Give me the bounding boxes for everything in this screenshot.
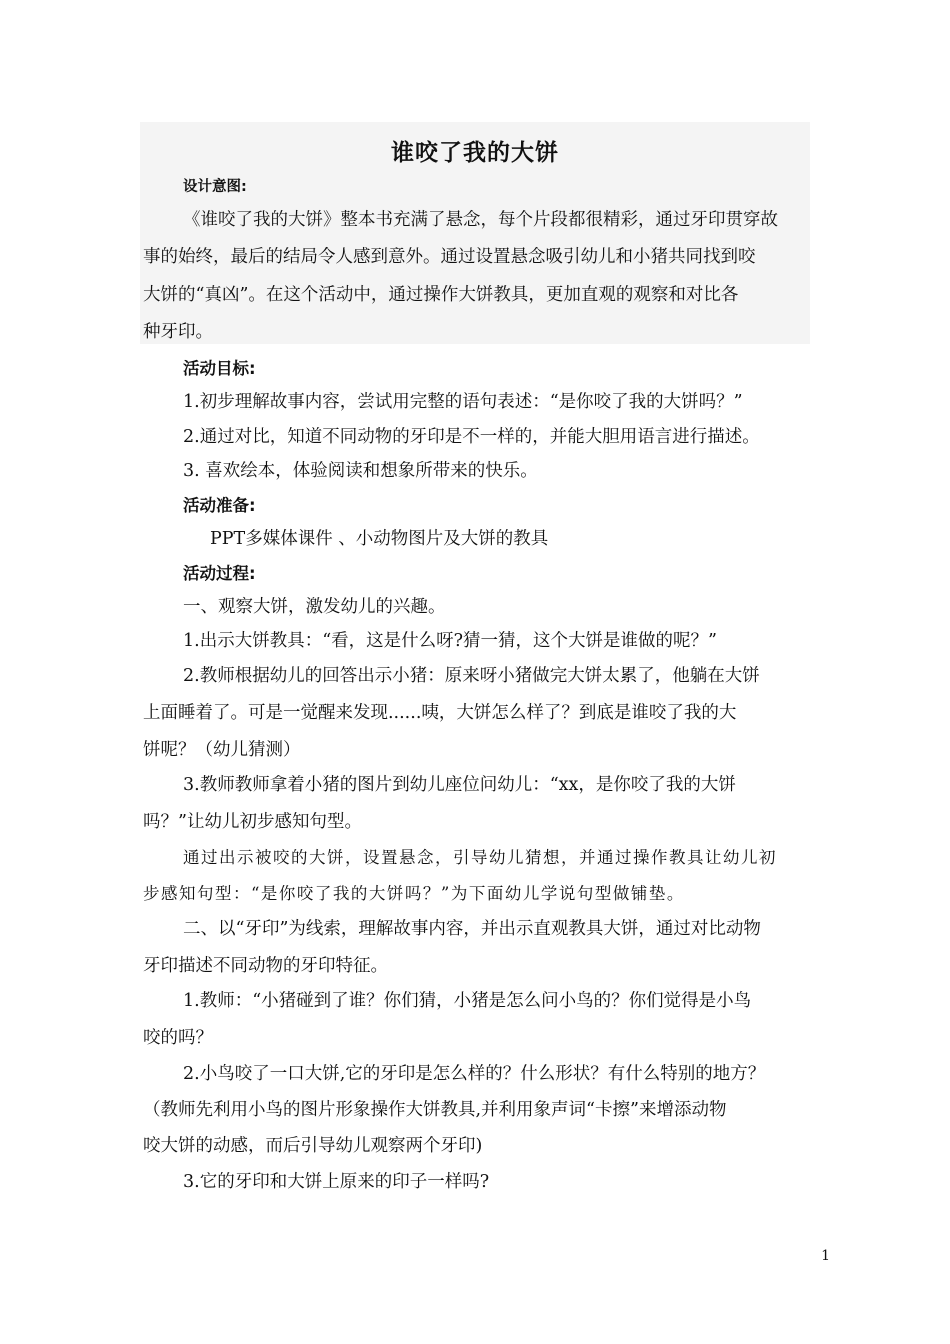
- process-line-11: 牙印描述不同动物的牙印特征。: [143, 956, 388, 976]
- process-line-1: 一、观察大饼，激发幼儿的兴趣。: [183, 597, 446, 617]
- process-line-5: 饼呢？（幼儿猜测）: [143, 740, 301, 760]
- goals-heading: 活动目标:: [183, 359, 256, 378]
- process-line-13: 咬的吗？: [143, 1028, 213, 1048]
- process-line-4: 上面睡着了。可是一觉醒来发现......咦，大饼怎么样了？到底是谁咬了我的大: [143, 703, 737, 723]
- process-line-7: 吗？”让幼儿初步感知句型。: [143, 812, 362, 832]
- process-line-15: （教师先利用小鸟的图片形象操作大饼教具,并利用象声词“卡擦”来增添动物: [143, 1100, 727, 1120]
- process-line-16: 咬大饼的动感，而后引导幼儿观察两个牙印): [143, 1136, 483, 1156]
- preparation-text: PPT多媒体课件 、小动物图片及大饼的教具: [210, 529, 549, 549]
- process-heading: 活动过程:: [183, 564, 256, 583]
- goal-item-3: 3. 喜欢绘本，体验阅读和想象所带来的快乐。: [183, 461, 538, 481]
- process-line-8: 通过出示被咬的大饼，设置悬念，引导幼儿猜想，并通过操作教具让幼儿初: [183, 848, 777, 867]
- process-line-17: 3.它的牙印和大饼上原来的印子一样吗?: [183, 1172, 490, 1192]
- process-line-10: 二、以“牙印”为线索，理解故事内容，并出示直观教具大饼，通过对比动物: [183, 919, 761, 939]
- process-line-14: 2.小鸟咬了一口大饼,它的牙印是怎么样的？什么形状？有什么特别的地方？: [183, 1064, 766, 1084]
- process-line-12: 1.教师：“小猪碰到了谁？你们猜，小猪是怎么问小鸟的？你们觉得是小鸟: [183, 991, 752, 1011]
- design-intent-line-1: 《谁咬了我的大饼》整本书充满了悬念，每个片段都很精彩，通过牙印贯穿故: [183, 210, 778, 230]
- process-line-2: 1.出示大饼教具：“看，这是什么呀?猜一猜，这个大饼是谁做的呢？”: [183, 631, 717, 651]
- page-number: 1: [821, 1248, 830, 1264]
- goal-item-1: 1.初步理解故事内容，尝试用完整的语句表述：“是你咬了我的大饼吗？”: [183, 392, 743, 412]
- design-intent-line-2: 事的始终，最后的结局令人感到意外。通过设置悬念吸引幼儿和小猪共同找到咬: [143, 247, 756, 267]
- process-line-3: 2.教师根据幼儿的回答出示小猪：原来呀小猪做完大饼太累了，他躺在大饼: [183, 666, 760, 686]
- design-intent-heading: 设计意图:: [183, 179, 247, 195]
- preparation-heading: 活动准备:: [183, 496, 256, 515]
- process-line-9: 步感知句型：“是你咬了我的大饼吗？”为下面幼儿学说句型做铺垫。: [143, 884, 685, 903]
- goal-item-2: 2.通过对比，知道不同动物的牙印是不一样的，并能大胆用语言进行描述。: [183, 427, 760, 447]
- process-line-6: 3.教师教师拿着小猪的图片到幼儿座位问幼儿：“xx，是你咬了我的大饼: [183, 775, 736, 795]
- design-intent-line-4: 种牙印。: [143, 322, 213, 342]
- document-title: 谁咬了我的大饼: [391, 140, 559, 166]
- design-intent-line-3: 大饼的“真凶”。在这个活动中，通过操作大饼教具，更加直观的观察和对比各: [143, 285, 739, 305]
